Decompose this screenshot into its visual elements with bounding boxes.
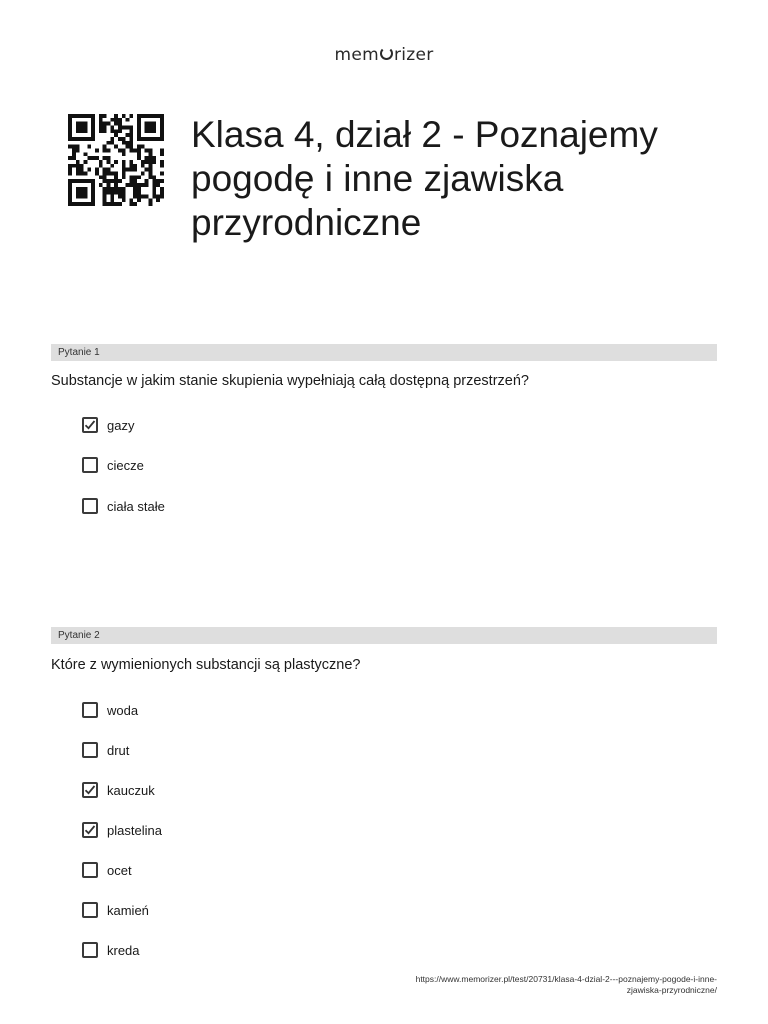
option-label: plastelina <box>107 822 162 838</box>
checkbox[interactable] <box>82 702 98 718</box>
checkmark-icon <box>84 419 96 431</box>
checkbox[interactable] <box>82 417 98 433</box>
option-label: kauczuk <box>107 782 155 798</box>
option-label: ocet <box>107 862 132 878</box>
checkbox[interactable] <box>82 498 98 514</box>
question-2-option-1[interactable] <box>82 700 138 720</box>
checkmark-icon <box>84 784 96 796</box>
question-2-option-3[interactable] <box>82 780 155 800</box>
option-label: woda <box>107 702 139 718</box>
brand-o-icon <box>380 47 393 60</box>
question-1-header: Pytanie 1 <box>51 344 717 361</box>
checkbox[interactable] <box>82 782 98 798</box>
source-url-line-1: https://www.memorizer.pl/test/20731/klasa-4-dzial-2---poznajemy-pogode-i-inne- <box>415 974 717 984</box>
question-1-option-2[interactable] <box>82 455 144 475</box>
question-1-option-3[interactable] <box>82 496 165 516</box>
option-label: gazy <box>107 417 135 433</box>
checkmark-icon <box>84 824 96 836</box>
checkbox[interactable] <box>82 862 98 878</box>
checkbox[interactable] <box>82 942 98 958</box>
option-label: kreda <box>107 942 140 958</box>
question-1-option-1[interactable] <box>82 415 134 435</box>
brand-text-right: rizer <box>393 45 434 65</box>
source-url-line-2: zjawiska-przyrodniczne/ <box>626 985 717 995</box>
question-1-text: Substancje w jakim stanie skupienia wypełniają całą dostępną przestrzeń? <box>51 373 529 389</box>
question-2-option-2[interactable] <box>82 740 129 760</box>
question-2-text: Które z wymienionych substancji są plastyczne? <box>51 657 361 673</box>
option-label: ciecze <box>107 457 144 473</box>
option-label: ciała stałe <box>107 498 165 514</box>
option-label: drut <box>107 742 130 758</box>
question-2-option-6[interactable] <box>82 900 149 920</box>
checkbox[interactable] <box>82 457 98 473</box>
qr-code-icon <box>68 114 164 206</box>
page-title: Klasa 4, dział 2 - Poznajemy pogodę i inne zjawiska przyrodniczne <box>191 114 658 243</box>
checkbox[interactable] <box>82 902 98 918</box>
source-url[interactable] <box>297 974 717 996</box>
checkbox[interactable] <box>82 742 98 758</box>
question-2-option-5[interactable] <box>82 860 132 880</box>
question-2-option-4[interactable] <box>82 820 162 840</box>
question-2-header: Pytanie 2 <box>51 627 717 644</box>
option-label: kamień <box>107 902 149 918</box>
checkbox[interactable] <box>82 822 98 838</box>
brand-text-left: mem <box>334 45 379 65</box>
question-2-option-7[interactable] <box>82 940 140 960</box>
brand-logo <box>0 45 768 65</box>
